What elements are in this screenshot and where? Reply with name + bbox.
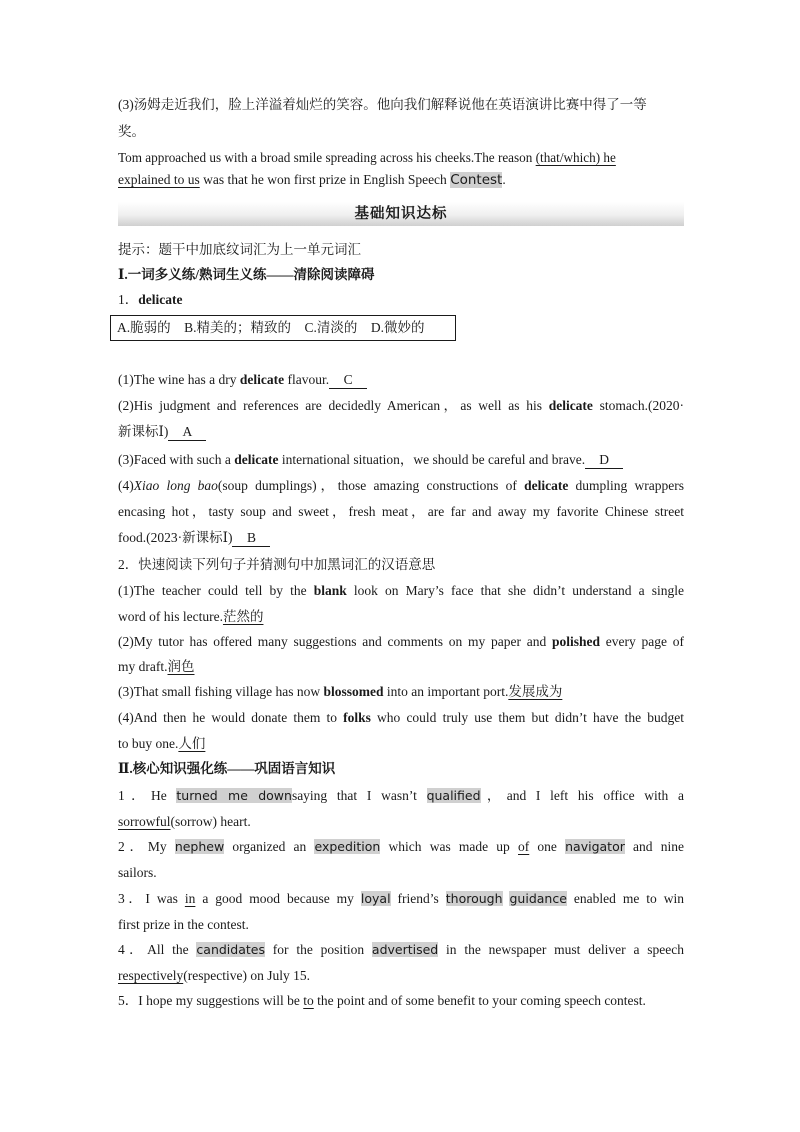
options-box: A.脆弱的 B.精美的；精致的 C.清淡的 D.微妙的 bbox=[110, 315, 456, 341]
q3-item-2: 2．My nephew organized an expedition which was made up of one navigator and nine bbox=[118, 839, 684, 854]
answer-text: 人们 bbox=[178, 736, 206, 751]
answer-text: sorrowful bbox=[118, 814, 171, 829]
q2-sentence-4-cont: to buy one.人们 bbox=[118, 736, 206, 751]
shaded-word: expedition bbox=[314, 839, 381, 854]
answer-text: respectively bbox=[118, 968, 184, 983]
shaded-word: turned me down bbox=[176, 788, 292, 803]
q2-sentence-2-cont: my draft.润色 bbox=[118, 659, 195, 674]
intro-en-line2: explained to us was that he won first prize in English Speech Contest. bbox=[118, 172, 506, 188]
tip-text: 提示：题干中加底纹词汇为上一单元词汇 bbox=[118, 242, 361, 257]
shaded-word: advertised bbox=[371, 942, 439, 957]
shaded-word: qualified bbox=[426, 788, 481, 803]
q1-sentence-4-end: food.(2023·新课标Ⅰ) B bbox=[118, 528, 684, 548]
answer-text: 发展成为 bbox=[508, 684, 563, 699]
q1-sentence-4-cont: encasing hot，tasty soup and sweet，fresh meat，are far and away my favorite Chinese street bbox=[118, 504, 684, 519]
q3-item-4: 4．All the candidates for the position advertised in the newspaper must deliver a speech bbox=[118, 942, 684, 957]
section2-title: Ⅱ.核心知识强化练——巩固语言知识 bbox=[118, 761, 336, 776]
shaded-word: Contest bbox=[450, 172, 503, 188]
q2-sentence-1: (1)The teacher could tell by the blank look on Mary’s face that she didn’t understand a single bbox=[118, 583, 684, 598]
answer-blank: D bbox=[585, 451, 623, 469]
answer-blank: explained to us bbox=[118, 172, 200, 187]
q3-item-1: 1．He turned me downsaying that I wasn’t qualified，and I left his office with a bbox=[118, 788, 684, 803]
q3-item-4-cont: respectively(respective) on July 15. bbox=[118, 968, 310, 983]
q1-sentence-2-cont: 新课标Ⅰ) A bbox=[118, 422, 684, 442]
shaded-word: navigator bbox=[565, 839, 625, 854]
q1-heading: 1．delicate bbox=[118, 292, 183, 307]
answer-blank: C bbox=[329, 371, 367, 389]
q3-item-2-cont: sailors. bbox=[118, 865, 157, 880]
q3-item-3-cont: first prize in the contest. bbox=[118, 917, 249, 932]
section-banner: 基础知识达标 bbox=[118, 202, 684, 226]
q2-sentence-3: (3)That small fishing village has now blossomed into an important port.发展成为 bbox=[118, 684, 563, 699]
answer-blank: A bbox=[168, 423, 206, 441]
q2-sentence-2: (2)My tutor has offered many suggestions and comments on my paper and polished every page of bbox=[118, 634, 684, 649]
shaded-word: nephew bbox=[174, 839, 225, 854]
intro-cn-line1: (3)汤姆走近我们，脸上洋溢着灿烂的笑容。他向我们解释说他在英语演讲比赛中得了一等 bbox=[118, 97, 647, 112]
answer-text: of bbox=[518, 839, 530, 854]
q1-sentence-3: (3)Faced with such a delicate international situation，we should be careful and brave. D bbox=[118, 450, 684, 470]
q3-item-1-cont: sorrowful(sorrow) heart. bbox=[118, 814, 251, 829]
q1-sentence-2: (2)His judgment and references are decidedly American，as well as his delicate stomach.(2020· bbox=[118, 398, 684, 413]
answer-blank: (that/which) he bbox=[535, 150, 616, 165]
q2-sentence-4: (4)And then he would donate them to folks who could truly use them but didn’t have the budget bbox=[118, 710, 684, 725]
intro-cn-line2: 奖。 bbox=[118, 124, 145, 139]
q3-item-3: 3．I was in a good mood because my loyal friend’s thorough guidance enabled me to win bbox=[118, 891, 684, 906]
q1-sentence-1: (1)The wine has a dry delicate flavour. C bbox=[118, 370, 684, 390]
shaded-word: guidance bbox=[509, 891, 567, 906]
shaded-word: thorough bbox=[445, 891, 503, 906]
answer-text: 茫然的 bbox=[222, 609, 264, 624]
answer-text: in bbox=[184, 891, 196, 906]
answer-text: to bbox=[303, 993, 314, 1008]
shaded-word: loyal bbox=[360, 891, 391, 906]
section1-title: Ⅰ.一词多义练/熟词生义练——清除阅读障碍 bbox=[118, 267, 375, 282]
shaded-word: candidates bbox=[196, 942, 265, 957]
answer-text: 润色 bbox=[167, 659, 195, 674]
q3-item-5: 5．I hope my suggestions will be to the point and of some benefit to your coming speech contest. bbox=[118, 993, 646, 1008]
answer-blank: B bbox=[232, 529, 270, 547]
intro-en-line1: Tom approached us with a broad smile spreading across his cheeks.The reason (that/which) he bbox=[118, 150, 616, 165]
q2-heading: 2．快速阅读下列句子并猜测句中加黑词汇的汉语意思 bbox=[118, 557, 436, 572]
q2-sentence-1-cont: word of his lecture.茫然的 bbox=[118, 609, 264, 624]
q1-sentence-4: (4)Xiao long bao(soup dumplings)，those amazing constructions of delicate dumpling wrappers bbox=[118, 478, 684, 493]
